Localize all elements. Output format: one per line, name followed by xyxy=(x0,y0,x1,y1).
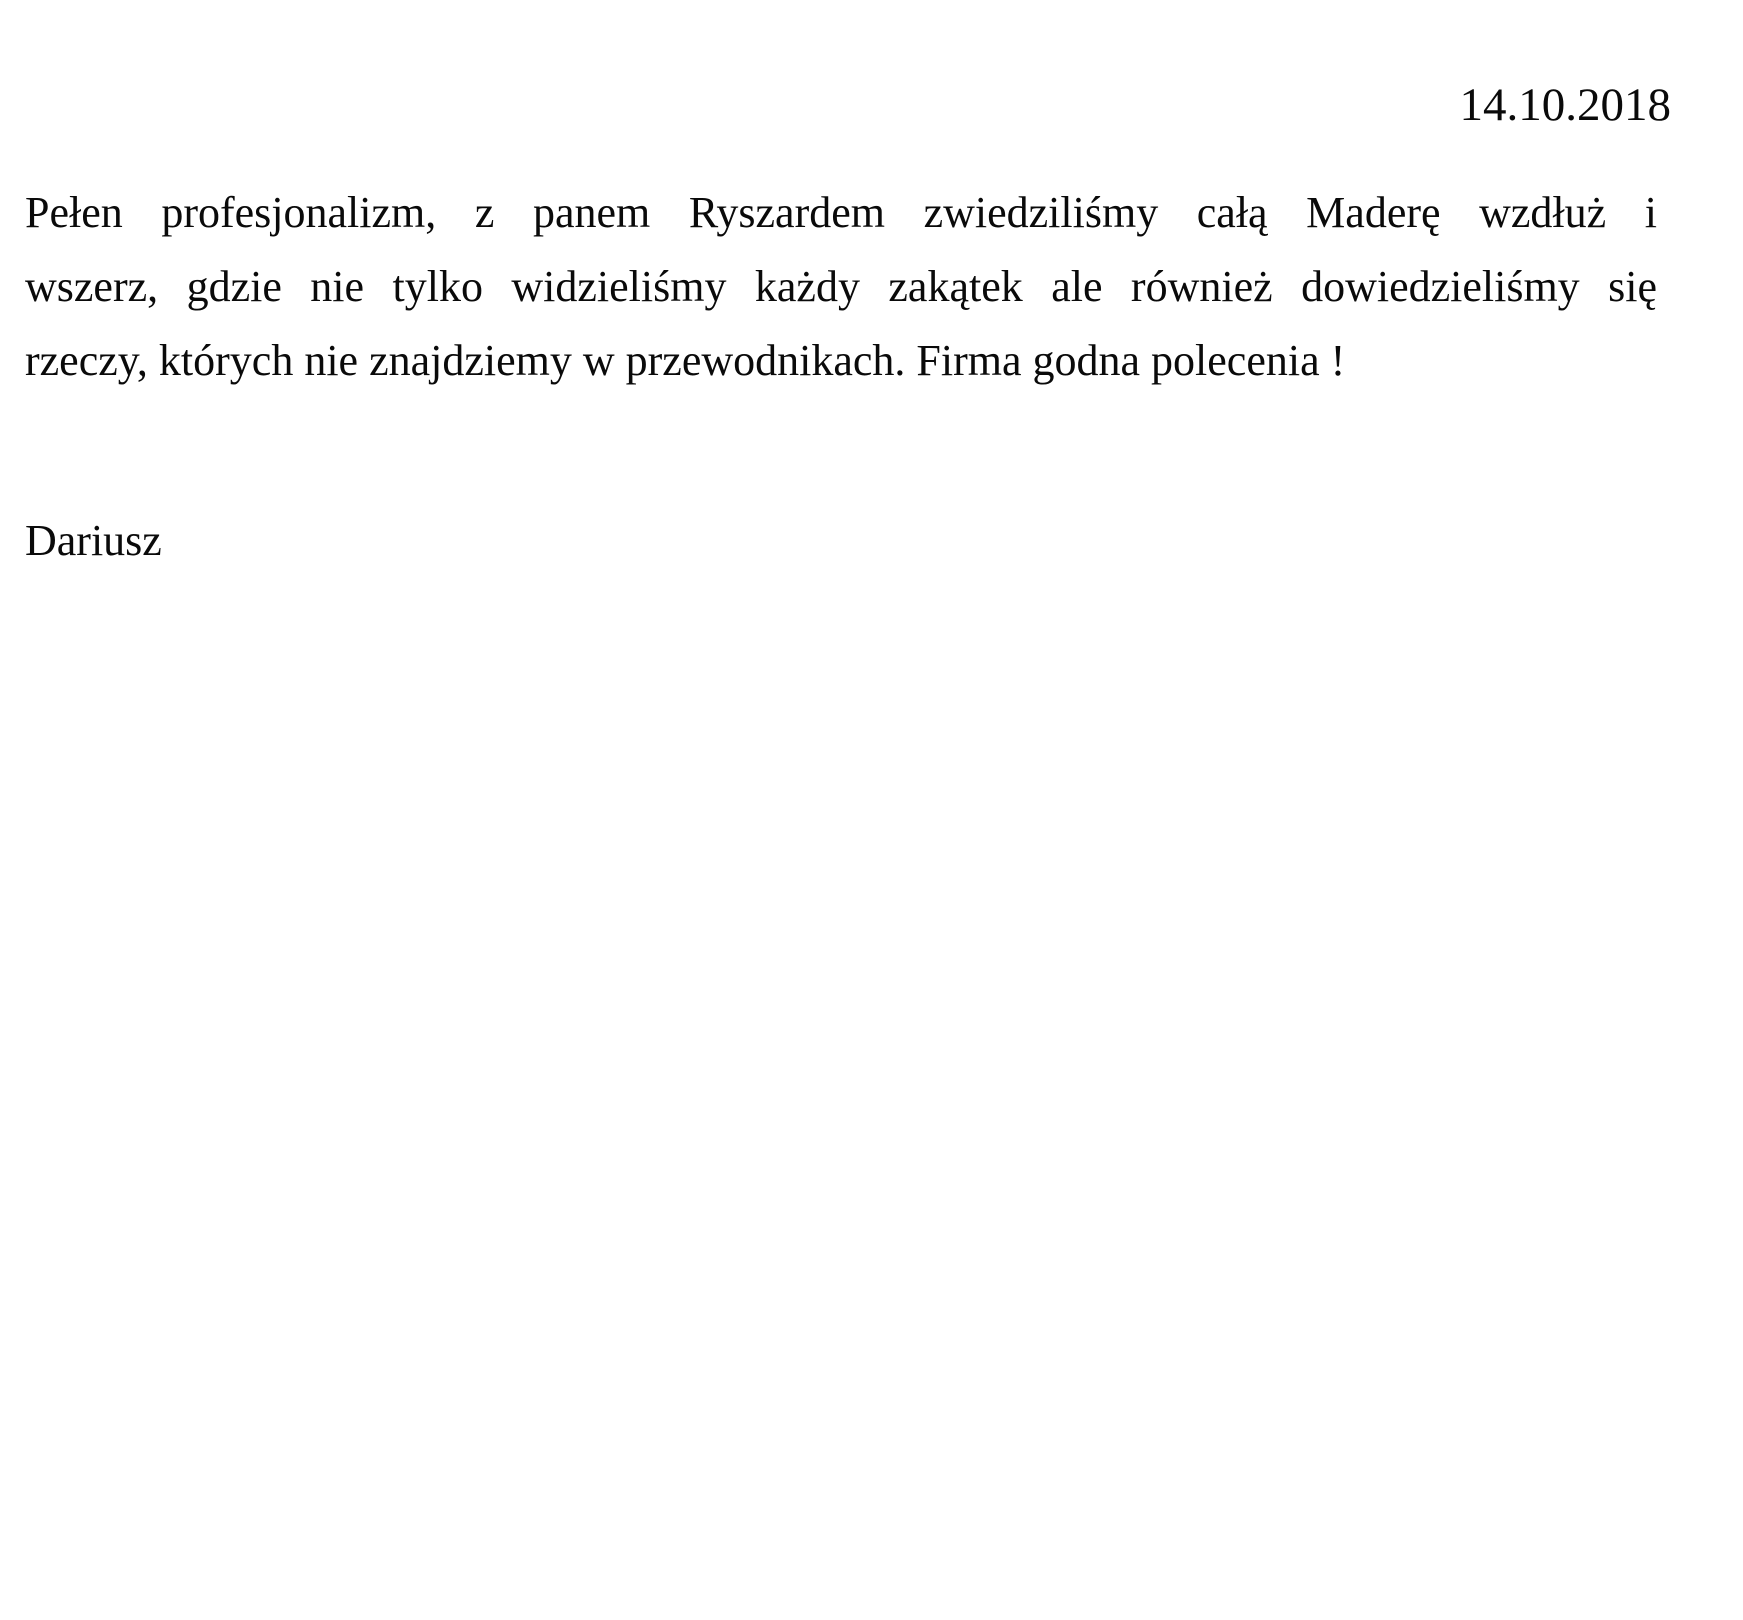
review-line-1: Pełen profesjonalizm, z panem Ryszardem zwiedziliśmy całą Maderę wzdłuż i xyxy=(25,188,1657,237)
review-line-3: rzeczy, których nie znajdziemy w przewodnikach. Firma godna polecenia ! xyxy=(25,336,1346,385)
document-date: 14.10.2018 xyxy=(1459,79,1671,131)
signature: Dariusz xyxy=(25,516,162,565)
review-paragraph xyxy=(25,176,1657,398)
review-line-2: wszerz, gdzie nie tylko widzieliśmy każdy zakątek ale również dowiedzieliśmy się xyxy=(25,262,1657,311)
